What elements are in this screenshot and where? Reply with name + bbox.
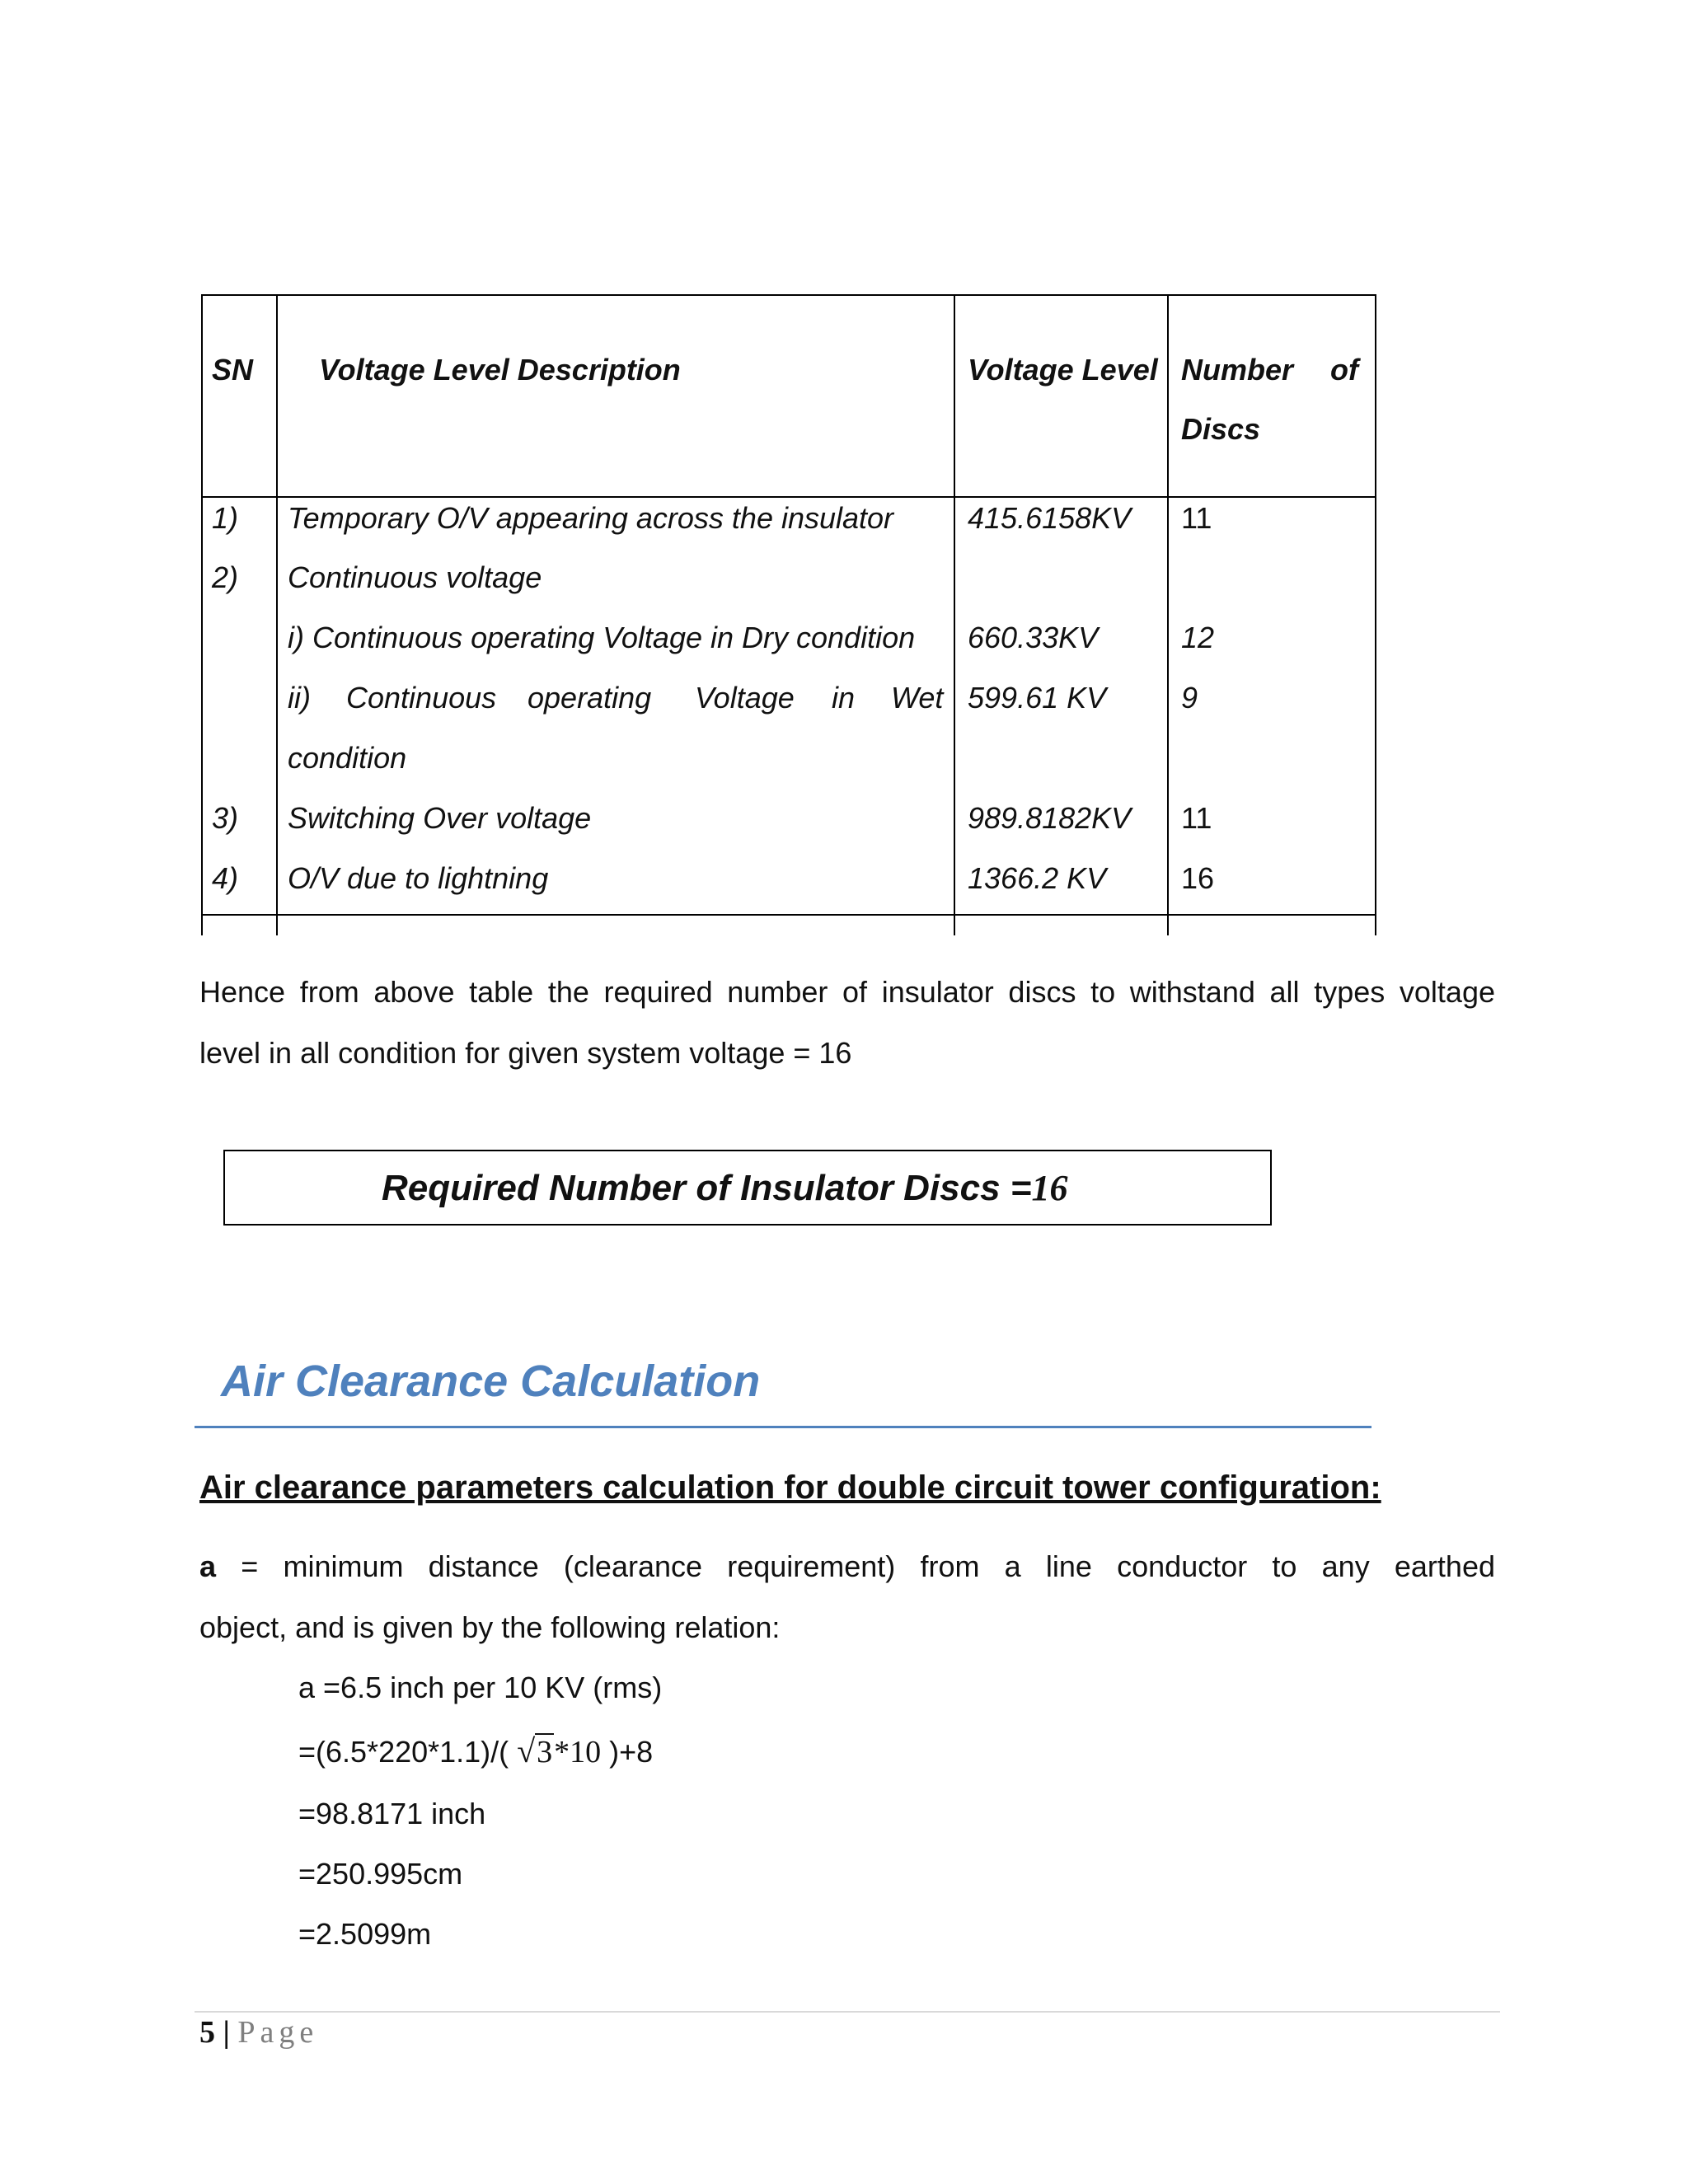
row-2ii-word: operating (528, 681, 652, 715)
equation-3: =98.8171 inch (298, 1797, 486, 1830)
voltage-level-table (201, 294, 1401, 935)
sqrt-radicand: 3 (537, 1735, 553, 1769)
equation-2 (298, 1721, 653, 1783)
definition-text: = minimum distance (clearance requirement) from a line conductor to any earthed (241, 1549, 1495, 1583)
definition-symbol: a (199, 1549, 217, 1583)
result-value: 16 (1031, 1168, 1068, 1208)
row-4-description: O/V due to lightning (288, 861, 549, 895)
page-footer (199, 2014, 318, 2050)
header-discs: Discs (1181, 412, 1261, 446)
header-number: Number (1181, 353, 1294, 387)
row-1-description: Temporary O/V appearing across the insulator (288, 501, 894, 535)
table-border-left (201, 294, 203, 935)
row-3-sn: 3) (212, 801, 239, 835)
header-sn: SN (212, 353, 254, 387)
equation-2-suffix: )+8 (609, 1735, 654, 1769)
row-3-discs: 11 (1181, 801, 1212, 835)
equation-2-times: *10 (554, 1735, 602, 1769)
result-box (223, 1150, 1272, 1226)
row-2ii-description-cont: condition (288, 741, 407, 775)
row-2i-description: i) Continuous operating Voltage in Dry condition (288, 621, 916, 654)
equation-5: =2.5099m (298, 1917, 432, 1951)
table-col-divider (1167, 294, 1169, 935)
table-header-divider (201, 496, 1376, 498)
section-heading-rule (195, 1426, 1372, 1428)
definition-line-2: object, and is given by the following relation: (199, 1610, 781, 1644)
table-col-divider (276, 294, 278, 935)
row-4-discs: 16 (1181, 861, 1215, 895)
row-2-description: Continuous voltage (288, 560, 542, 594)
subsection-heading: Air clearance parameters calculation for double circuit tower configuration: (199, 1469, 1381, 1506)
table-col-divider (954, 294, 955, 935)
row-3-description: Switching Over voltage (288, 801, 592, 835)
result-label: Required Number of Insulator Discs = (382, 1168, 1032, 1208)
row-2i-discs: 12 (1181, 621, 1215, 654)
equation-1: a =6.5 inch per 10 KV (rms) (298, 1671, 663, 1704)
row-4-sn: 4) (212, 861, 239, 895)
row-2ii-voltage: 599.61 KV (968, 681, 1107, 715)
footer-rule (195, 2011, 1500, 2013)
section-heading: Air Clearance Calculation (221, 1357, 761, 1406)
table-border-bottom (201, 914, 1376, 916)
row-2i-voltage: 660.33KV (968, 621, 1099, 654)
definition-line-1 (199, 1536, 1495, 1597)
page-number: 5 (199, 2015, 215, 2050)
conclusion-line-1: Hence from above table the required number of insulator discs to withstand all types voltage (199, 975, 1495, 1009)
header-description: Voltage Level Description (319, 353, 681, 387)
table-border-right (1375, 294, 1376, 935)
row-3-voltage: 989.8182KV (968, 801, 1132, 835)
row-1-discs: 11 (1181, 501, 1212, 535)
equation-4: =250.995cm (298, 1857, 463, 1891)
header-of: of (1330, 353, 1358, 387)
row-2-sn: 2) (212, 560, 239, 594)
row-2ii-word: Voltage (695, 681, 795, 715)
sqrt-symbol-icon: √ (517, 1732, 536, 1769)
row-1-voltage: 415.6158KV (968, 501, 1132, 535)
result-text (382, 1167, 1068, 1209)
row-2ii-word: ii) (288, 681, 311, 715)
row-4-voltage: 1366.2 KV (968, 861, 1107, 895)
row-2ii-word: Continuous (346, 681, 497, 715)
equation-2-prefix: =(6.5*220*1.1)/( (298, 1735, 509, 1769)
row-2ii-word: in (832, 681, 856, 715)
footer-separator: | (223, 2015, 230, 2050)
conclusion-line-2: level in all condition for given system voltage = 16 (199, 1036, 852, 1070)
table-border-top (201, 294, 1376, 296)
row-2ii-word: Wet (891, 681, 944, 715)
row-1-sn: 1) (212, 501, 239, 535)
header-voltage-level: Voltage Level (968, 353, 1158, 387)
page-label: Page (237, 2015, 319, 2050)
row-2ii-discs: 9 (1181, 681, 1198, 715)
square-root (517, 1721, 554, 1783)
